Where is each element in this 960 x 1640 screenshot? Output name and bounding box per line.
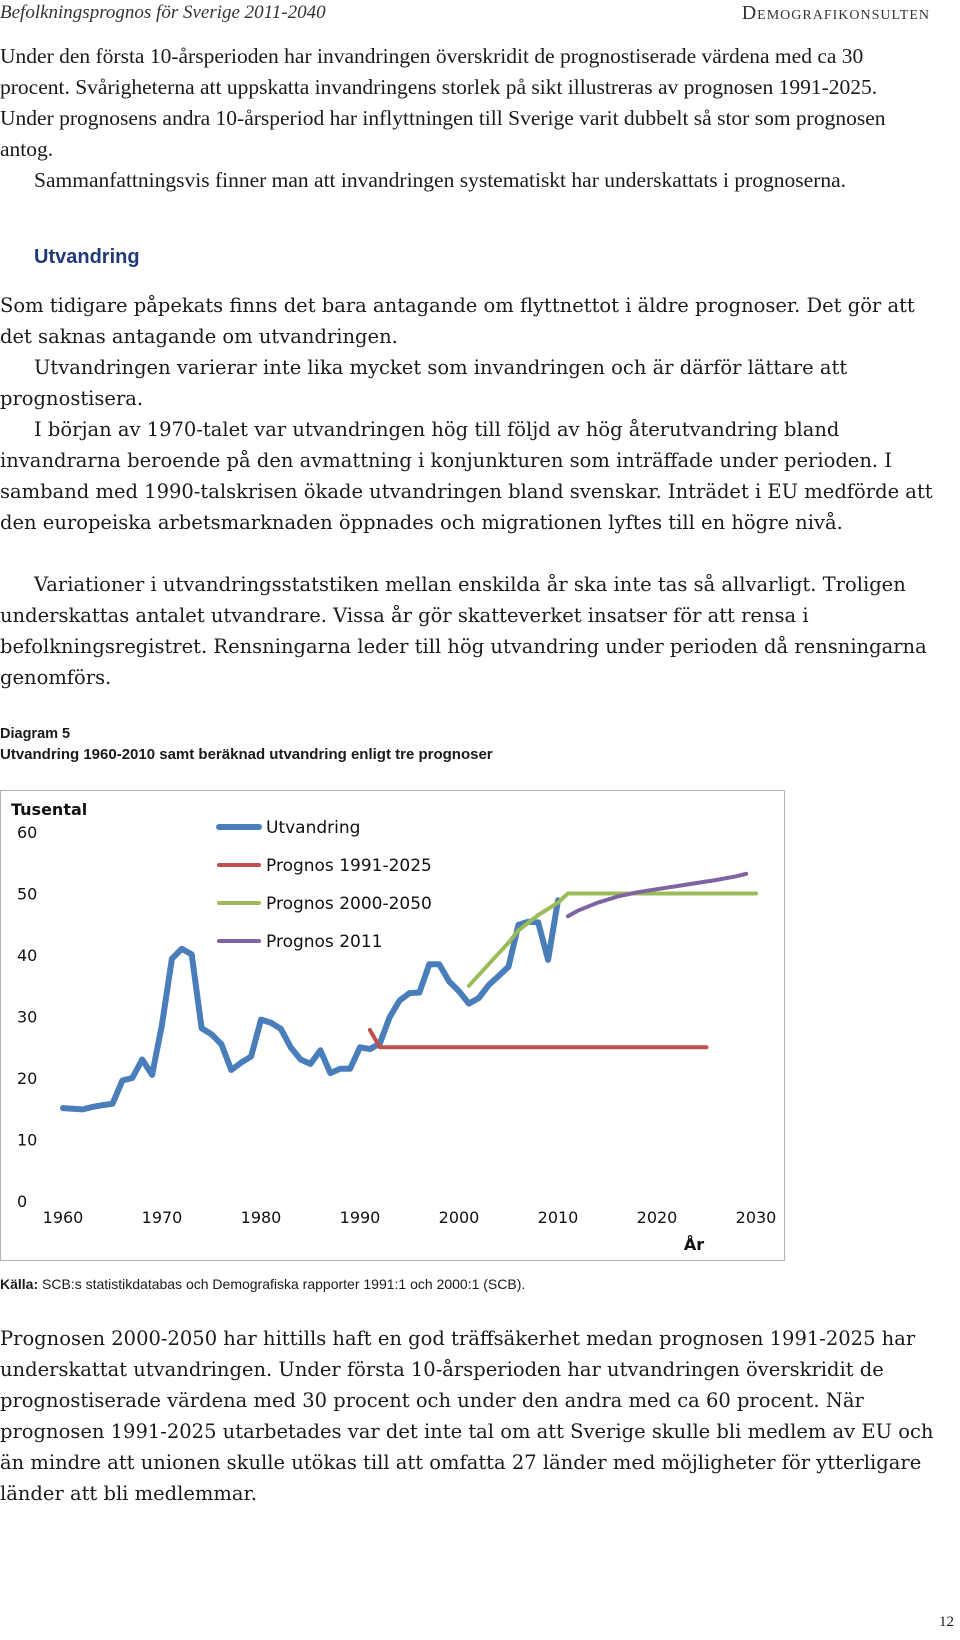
legend-label-3: Prognos 2000-2050 [266,894,432,914]
section-paragraph-3: I början av 1970-talet var utvandringen hög till följd av hög återutvandring bland invandrarna beroende på den avmattning i konjunkturen som inträffade under perioden. I samband med 1990-talskrisen ökade utvandringen bland svenskar. Inträdet i EU medförde att den europeiska arbetsmarknaden öppnades och migrationen lyftes till en högre nivå. [0,418,933,534]
x-tick-label: 2010 [537,1208,579,1227]
source-note [0,1276,525,1292]
legend-label-4: Prognos 2011 [266,932,383,952]
source-label: Källa: [0,1276,39,1292]
section-paragraph-4: Variationer i utvandringsstatstiken mellan enskilda år ska inte tas så allvarligt. Troligen underskattas antalet utvandrare. Vissa år gör skatteverket insatser för att rensa i befolkningsregistret. Rensningarna leder till hög utvandring under perioden då rensningarna genomförs. [0,573,927,689]
diagram-label: Diagram 5 [0,726,71,742]
x-tick-label: 2000 [438,1208,480,1227]
intro-paragraph-1: Under den första 10-årsperioden har invandringen överskridit de prognostiserade värdena med ca 30 procent. Svårigheterna att uppskatta invandringens storlek på sikt illustreras av prognosen 1991-2025. Under prognosens andra 10-årsperiod har inflyttningen till Sverige varit dubbelt så stor som prognosen antog. [0,44,886,161]
y-tick-label: 30 [17,1007,38,1027]
intro-paragraph-2: Sammanfattningsvis finner man att invandringen systematiskt har underskattats i prognoserna. [34,168,847,192]
section-heading: Utvandring [34,246,140,268]
y-axis-unit-label: Tusental [11,800,88,819]
series-line-3 [469,894,756,986]
y-tick-label: 50 [17,884,38,904]
x-axis-label: År [683,1235,705,1254]
series-line-2 [370,1030,707,1047]
running-header-author: Demografikonsulten [741,2,930,24]
y-tick-label: 20 [17,1069,38,1088]
y-tick-label: 10 [17,1130,38,1150]
y-tick-label: 60 [17,823,38,842]
x-tick-label: 1990 [339,1208,381,1227]
line-chart [1,791,786,1262]
section-paragraph-1: Som tidigare påpekats finns det bara antagande om flyttnettot i äldre prognoser. Det gör att det saknas antagande om utvandringen. [0,294,915,348]
section-paragraph-2: Utvandringen varierar inte lika mycket som invandringen och är därför lättare att prognostisera. [0,356,848,410]
page-number: 12 [939,1614,954,1630]
legend-label-1: Utvandring [266,818,361,838]
x-tick-label: 1960 [42,1208,84,1227]
x-tick-label: 2030 [735,1208,777,1227]
x-tick-label: 2020 [636,1208,678,1227]
diagram-title: Utvandring 1960-2010 samt beräknad utvandring enligt tre prognoser [0,746,493,763]
chart-frame [0,790,785,1261]
legend-label-2: Prognos 1991-2025 [266,856,432,876]
x-tick-label: 1970 [141,1208,183,1227]
y-tick-label: 0 [17,1192,28,1211]
x-tick-label: 1980 [240,1208,282,1227]
closing-paragraph: Prognosen 2000-2050 har hittills haft en god träffsäkerhet medan prognosen 1991-2025 har underskattat utvandringen. Under första 10-årsperioden har utvandringen överskridit de prognostiserade värdena med 30 procent och under den andra med ca 60 procent. När prognosen 1991-2025 utarbetades var det inte tal om att Sverige skulle bli medlem av EU och än mindre att unionen skulle utökas till att omfatta 27 länder med möjligheter för ytterligare länder att bli medlemmar. [0,1327,934,1505]
y-tick-label: 40 [17,946,38,965]
running-header-title: Befolkningsprognos för Sverige 2011-2040 [0,2,326,23]
source-text: SCB:s statistikdatabas och Demografiska rapporter 1991:1 och 2000:1 (SCB). [38,1276,526,1292]
